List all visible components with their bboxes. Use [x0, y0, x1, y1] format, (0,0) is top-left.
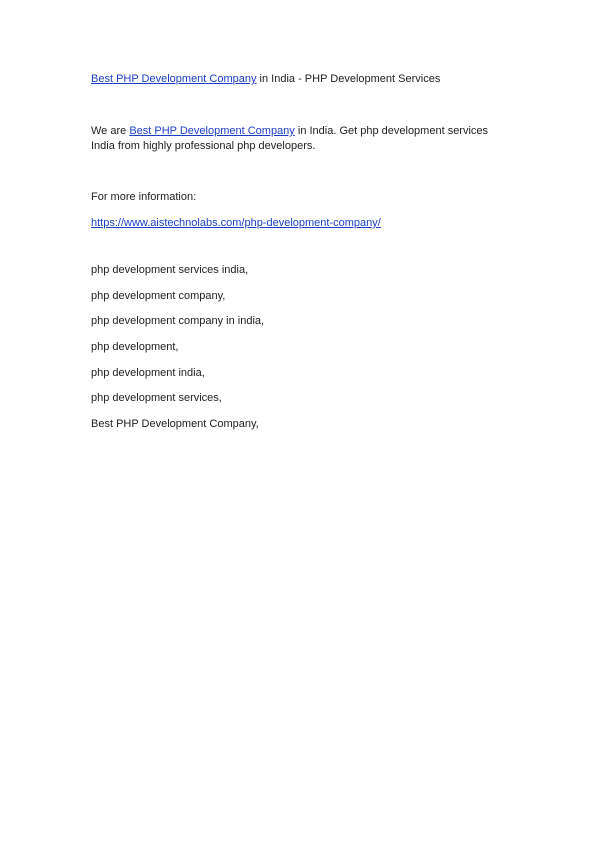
- keyword-item: php development,: [91, 341, 179, 354]
- keyword-item: php development company,: [91, 289, 226, 302]
- keyword-item: php development services india,: [91, 264, 249, 276]
- intro-paragraph: [91, 124, 511, 154]
- intro-suffix: in India. Get php development services India from highly professional php developers.: [91, 125, 489, 152]
- intro-link[interactable]: Best PHP Development Company: [129, 125, 295, 137]
- keyword-item: Best PHP Development Company,: [91, 418, 259, 431]
- more-info-label: For more information:: [91, 191, 197, 203]
- intro-prefix: We are: [91, 125, 130, 137]
- keyword-list: [91, 263, 521, 432]
- keyword-item: php development services,: [91, 392, 222, 405]
- website-url-link[interactable]: https://www.aistechnolabs.com/php-development-company/: [91, 217, 381, 229]
- keyword-item: php development company in india,: [91, 315, 265, 328]
- url-line: [91, 216, 521, 231]
- title-text: in India - PHP Development Services: [256, 73, 441, 85]
- title-link[interactable]: Best PHP Development Company: [91, 73, 257, 85]
- keyword-item: php development india,: [91, 366, 205, 379]
- document-body: [91, 72, 521, 443]
- document-title: [91, 72, 521, 87]
